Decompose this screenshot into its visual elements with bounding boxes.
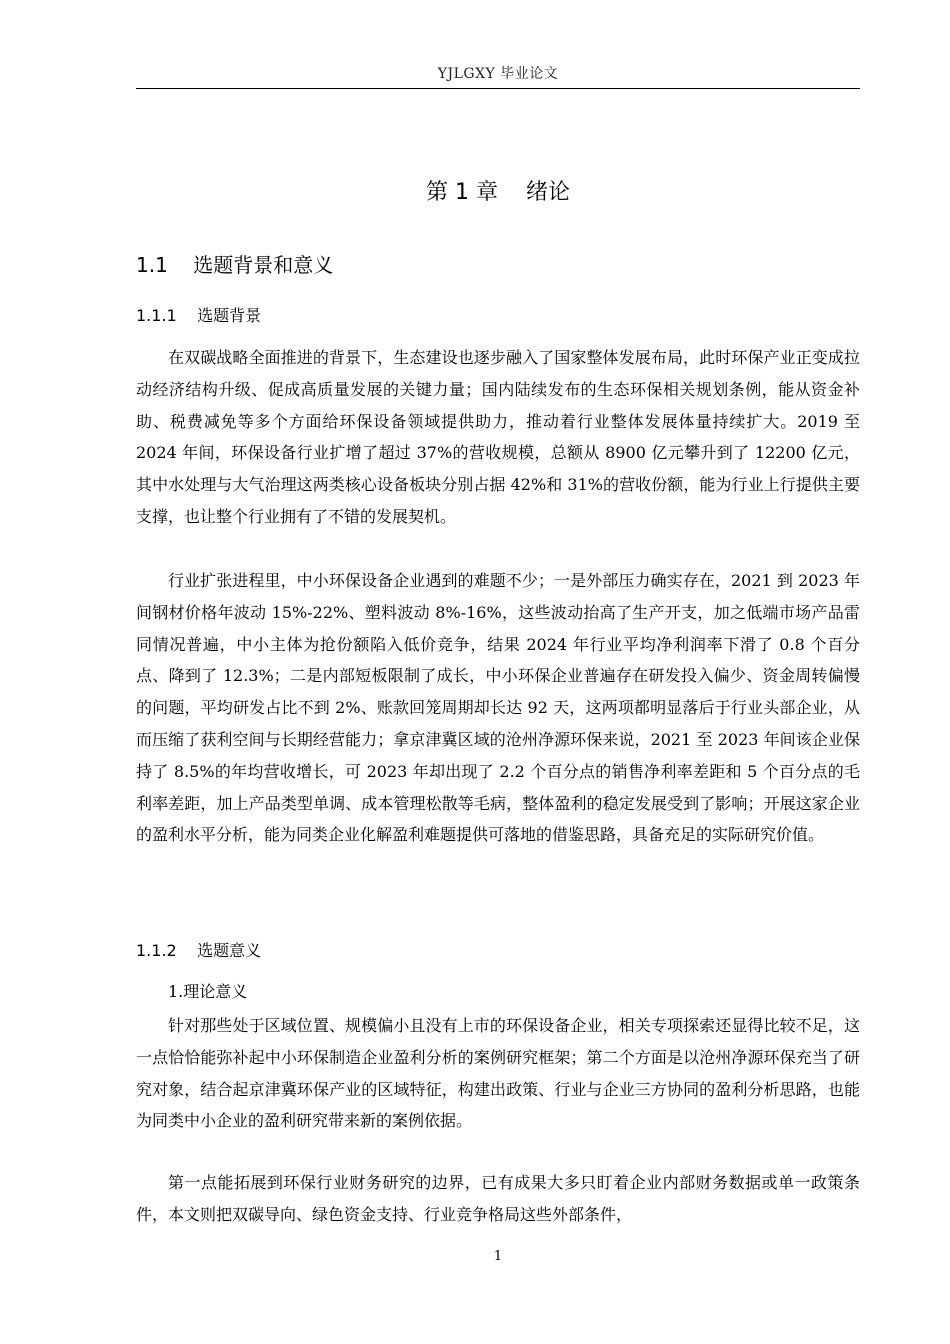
section-heading-1-1-1	[136, 303, 860, 329]
section-title: 选题背景和意义	[193, 253, 334, 277]
paragraph-background-1: 在双碳战略全面推进的背景下，生态建设也逐步融入了国家整体发展布局，此时环保产业正变成拉动经济结构升级、促成高质量发展的关键力量；国内陆续发布的生态环保相关规划条例，能从资金补助、税费减免等多个方面给环保设备领域提供助力，推动着行业整体发展体量持续扩大。2019 至 2024 年间，环保设备行业扩增了超过 37%的营收规模，总额从 8900 亿元攀升到了 12200 亿元，其中水处理与大气治理这两类核心设备板块分别占据 42%和 31%的营收份额，能为行业上行提供主要支撑，也让整个行业拥有了不错的发展契机。	[136, 348, 860, 526]
page-number: 1	[493, 1249, 503, 1264]
section-title: 选题意义	[197, 941, 262, 960]
chapter-title-gap	[498, 180, 526, 205]
section-heading-1-1	[136, 250, 860, 280]
section-number: 1.1	[136, 253, 168, 277]
chapter-title	[136, 176, 860, 210]
chapter-name: 绪论	[525, 180, 570, 205]
header-rule	[136, 88, 860, 89]
chapter-number: 第 1 章	[426, 180, 498, 205]
section-heading-1-1-2	[136, 938, 860, 964]
subsection-label-theory: 1.理论意义	[168, 982, 248, 1001]
section-number: 1.1.2	[136, 941, 177, 960]
heading-gap	[177, 941, 197, 960]
paragraph-background-2: 行业扩张进程里，中小环保设备企业遇到的难题不少；一是外部压力确实存在，2021 到 2023 年间钢材价格年波动 15%-22%、塑料波动 8%-16%，这些波动抬高了生产开支，加之低端市场产品雷同情况普遍，中小主体为抢份额陷入低价竞争，结果 2024 年行业平均净利润率下滑了 0.8 个百分点、降到了 12.3%；二是内部短板限制了成长，中小环保企业普遍存在研发投入偏少、资金周转偏慢的问题，平均研发占比不到 2%、账款回笼周期却长达 92 天，这两项都明显落后于行业头部企业，从而压缩了获利空间与长期经营能力；拿京津冀区域的沧州净源环保来说，2021 至 2023 年间该企业保持了 8.5%的年均营收增长，可 2023 年却出现了 2.2 个百分点的销售净利率差距和 5 个百分点的毛利率差距，加上产品类型单调、成本管理松散等毛病，整体盈利的稳定发展受到了影响；开展这家企业的盈利水平分析，能为同类企业化解盈利难题提供可落地的借鉴思路，具备充足的实际研究价值。	[136, 571, 860, 845]
paragraph-significance-2: 第一点能拓展到环保行业财务研究的边界，已有成果大多只盯着企业内部财务数据或单一政策条件，本文则把双碳导向、绿色资金支持、行业竞争格局这些外部条件，	[136, 1173, 860, 1224]
paragraph-significance-1: 针对那些处于区域位置、规模偏小且没有上市的环保设备企业，相关专项探索还显得比较不足，这一点恰恰能弥补起中小环保制造企业盈利分析的案例研究框架；第二个方面是以沧州净源环保充当了研究对象，结合起京津冀环保产业的区域特征，构建出政策、行业与企业三方协同的盈利分析思路，也能为同类中小企业的盈利研究带来新的案例依据。	[136, 1016, 860, 1131]
heading-gap	[168, 253, 193, 277]
section-number: 1.1.1	[136, 306, 177, 325]
running-header: YJLGXY 毕业论文	[437, 66, 559, 82]
heading-gap	[177, 306, 197, 325]
section-title: 选题背景	[197, 306, 262, 325]
